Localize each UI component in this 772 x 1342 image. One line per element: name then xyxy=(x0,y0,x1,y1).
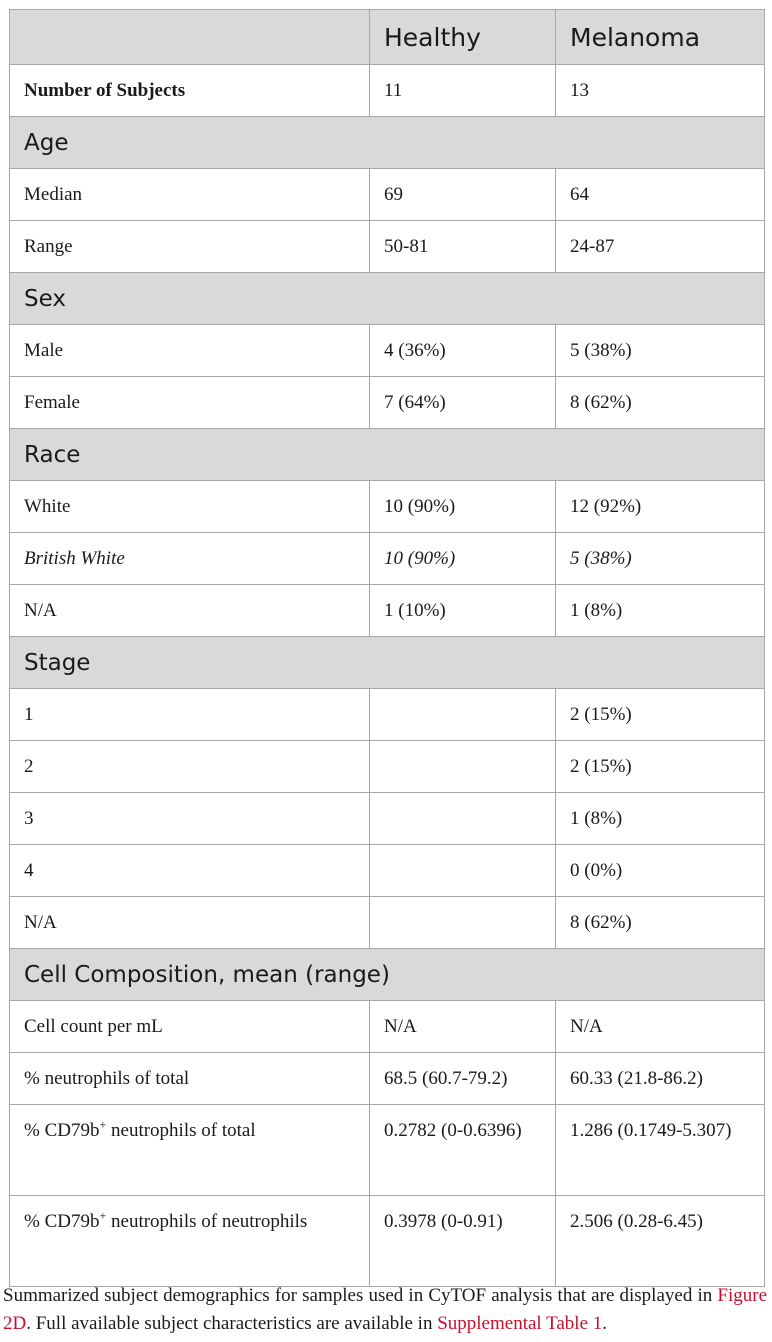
table-row xyxy=(10,793,765,845)
table-row xyxy=(10,741,765,793)
row-label: Female xyxy=(10,377,370,429)
healthy-value: N/A xyxy=(370,1001,556,1053)
healthy-value xyxy=(370,793,556,845)
healthy-value xyxy=(370,845,556,897)
table-row xyxy=(10,585,765,637)
table-header xyxy=(10,10,765,65)
row-label-pre: % CD79b xyxy=(24,1120,100,1141)
melanoma-value: 8 (62%) xyxy=(556,377,765,429)
healthy-value: 10 (90%) xyxy=(370,481,556,533)
table-row xyxy=(10,325,765,377)
melanoma-value: 2.506 (0.28-6.45) xyxy=(556,1196,765,1287)
row-label: 4 xyxy=(10,845,370,897)
row-label: Range xyxy=(10,221,370,273)
section-title: Cell Composition, mean (range) xyxy=(10,949,765,1001)
section-row-age xyxy=(10,117,765,169)
section-title: Age xyxy=(10,117,765,169)
table-caption xyxy=(3,1282,767,1338)
healthy-value: 4 (36%) xyxy=(370,325,556,377)
row-label: White xyxy=(10,481,370,533)
row-label-sup: + xyxy=(99,1208,107,1223)
healthy-value xyxy=(370,741,556,793)
melanoma-value: 5 (38%) xyxy=(556,325,765,377)
melanoma-value: 5 (38%) xyxy=(556,533,765,585)
melanoma-value: 24-87 xyxy=(556,221,765,273)
row-label-sup: + xyxy=(99,1117,107,1132)
table-row xyxy=(10,481,765,533)
melanoma-value: 64 xyxy=(556,169,765,221)
demographics-table xyxy=(9,9,765,1287)
melanoma-value: 1 (8%) xyxy=(556,585,765,637)
row-label xyxy=(10,1105,370,1196)
row-label: Median xyxy=(10,169,370,221)
table-row xyxy=(10,1105,765,1196)
melanoma-value: 13 xyxy=(556,65,765,117)
table-row xyxy=(10,689,765,741)
healthy-value xyxy=(370,689,556,741)
healthy-value: 11 xyxy=(370,65,556,117)
table-row xyxy=(10,1196,765,1287)
table-row xyxy=(10,65,765,117)
figure-2d-link[interactable]: Figure 2D xyxy=(3,1285,767,1334)
row-label: British White xyxy=(10,533,370,585)
section-row-cell-composition xyxy=(10,949,765,1001)
row-label: Number of Subjects xyxy=(10,65,370,117)
melanoma-value: 2 (15%) xyxy=(556,741,765,793)
row-label: Male xyxy=(10,325,370,377)
table-row xyxy=(10,1001,765,1053)
row-label: 1 xyxy=(10,689,370,741)
melanoma-value: 2 (15%) xyxy=(556,689,765,741)
melanoma-value: 0 (0%) xyxy=(556,845,765,897)
row-label-post: neutrophils of neutrophils xyxy=(106,1211,308,1232)
melanoma-value: N/A xyxy=(556,1001,765,1053)
row-label: % neutrophils of total xyxy=(10,1053,370,1105)
healthy-value: 1 (10%) xyxy=(370,585,556,637)
healthy-value: 7 (64%) xyxy=(370,377,556,429)
section-row-race xyxy=(10,429,765,481)
melanoma-value: 1.286 (0.1749-5.307) xyxy=(556,1105,765,1196)
healthy-value: 0.3978 (0-0.91) xyxy=(370,1196,556,1287)
row-label: Cell count per mL xyxy=(10,1001,370,1053)
row-label-post: neutrophils of total xyxy=(106,1120,256,1141)
section-title: Race xyxy=(10,429,765,481)
row-label: 3 xyxy=(10,793,370,845)
table-row xyxy=(10,533,765,585)
melanoma-value: 60.33 (21.8-86.2) xyxy=(556,1053,765,1105)
healthy-value xyxy=(370,897,556,949)
melanoma-value: 12 (92%) xyxy=(556,481,765,533)
section-row-stage xyxy=(10,637,765,689)
row-label-pre: % CD79b xyxy=(24,1211,100,1232)
table-row xyxy=(10,169,765,221)
table-row xyxy=(10,1053,765,1105)
row-label: 2 xyxy=(10,741,370,793)
table-row xyxy=(10,377,765,429)
healthy-value: 10 (90%) xyxy=(370,533,556,585)
row-label: N/A xyxy=(10,585,370,637)
melanoma-value: 8 (62%) xyxy=(556,897,765,949)
healthy-value: 69 xyxy=(370,169,556,221)
healthy-value: 68.5 (60.7-79.2) xyxy=(370,1053,556,1105)
table-row xyxy=(10,845,765,897)
melanoma-value: 1 (8%) xyxy=(556,793,765,845)
table-row xyxy=(10,897,765,949)
header-label-col xyxy=(10,10,370,65)
supplemental-table-1-link[interactable]: Supplemental Table 1 xyxy=(437,1313,603,1334)
header-healthy: Healthy xyxy=(370,10,556,65)
section-title: Sex xyxy=(10,273,765,325)
caption-text-1: Summarized subject demographics for samples used in CyTOF analysis that are displayed in xyxy=(3,1285,718,1306)
section-row-sex xyxy=(10,273,765,325)
healthy-value: 0.2782 (0-0.6396) xyxy=(370,1105,556,1196)
row-label: N/A xyxy=(10,897,370,949)
caption-text-2: . Full available subject characteristics are available in xyxy=(26,1313,438,1334)
caption-text-3: . xyxy=(602,1313,608,1334)
healthy-value: 50-81 xyxy=(370,221,556,273)
section-title: Stage xyxy=(10,637,765,689)
row-label xyxy=(10,1196,370,1287)
header-melanoma: Melanoma xyxy=(556,10,765,65)
table-row xyxy=(10,221,765,273)
